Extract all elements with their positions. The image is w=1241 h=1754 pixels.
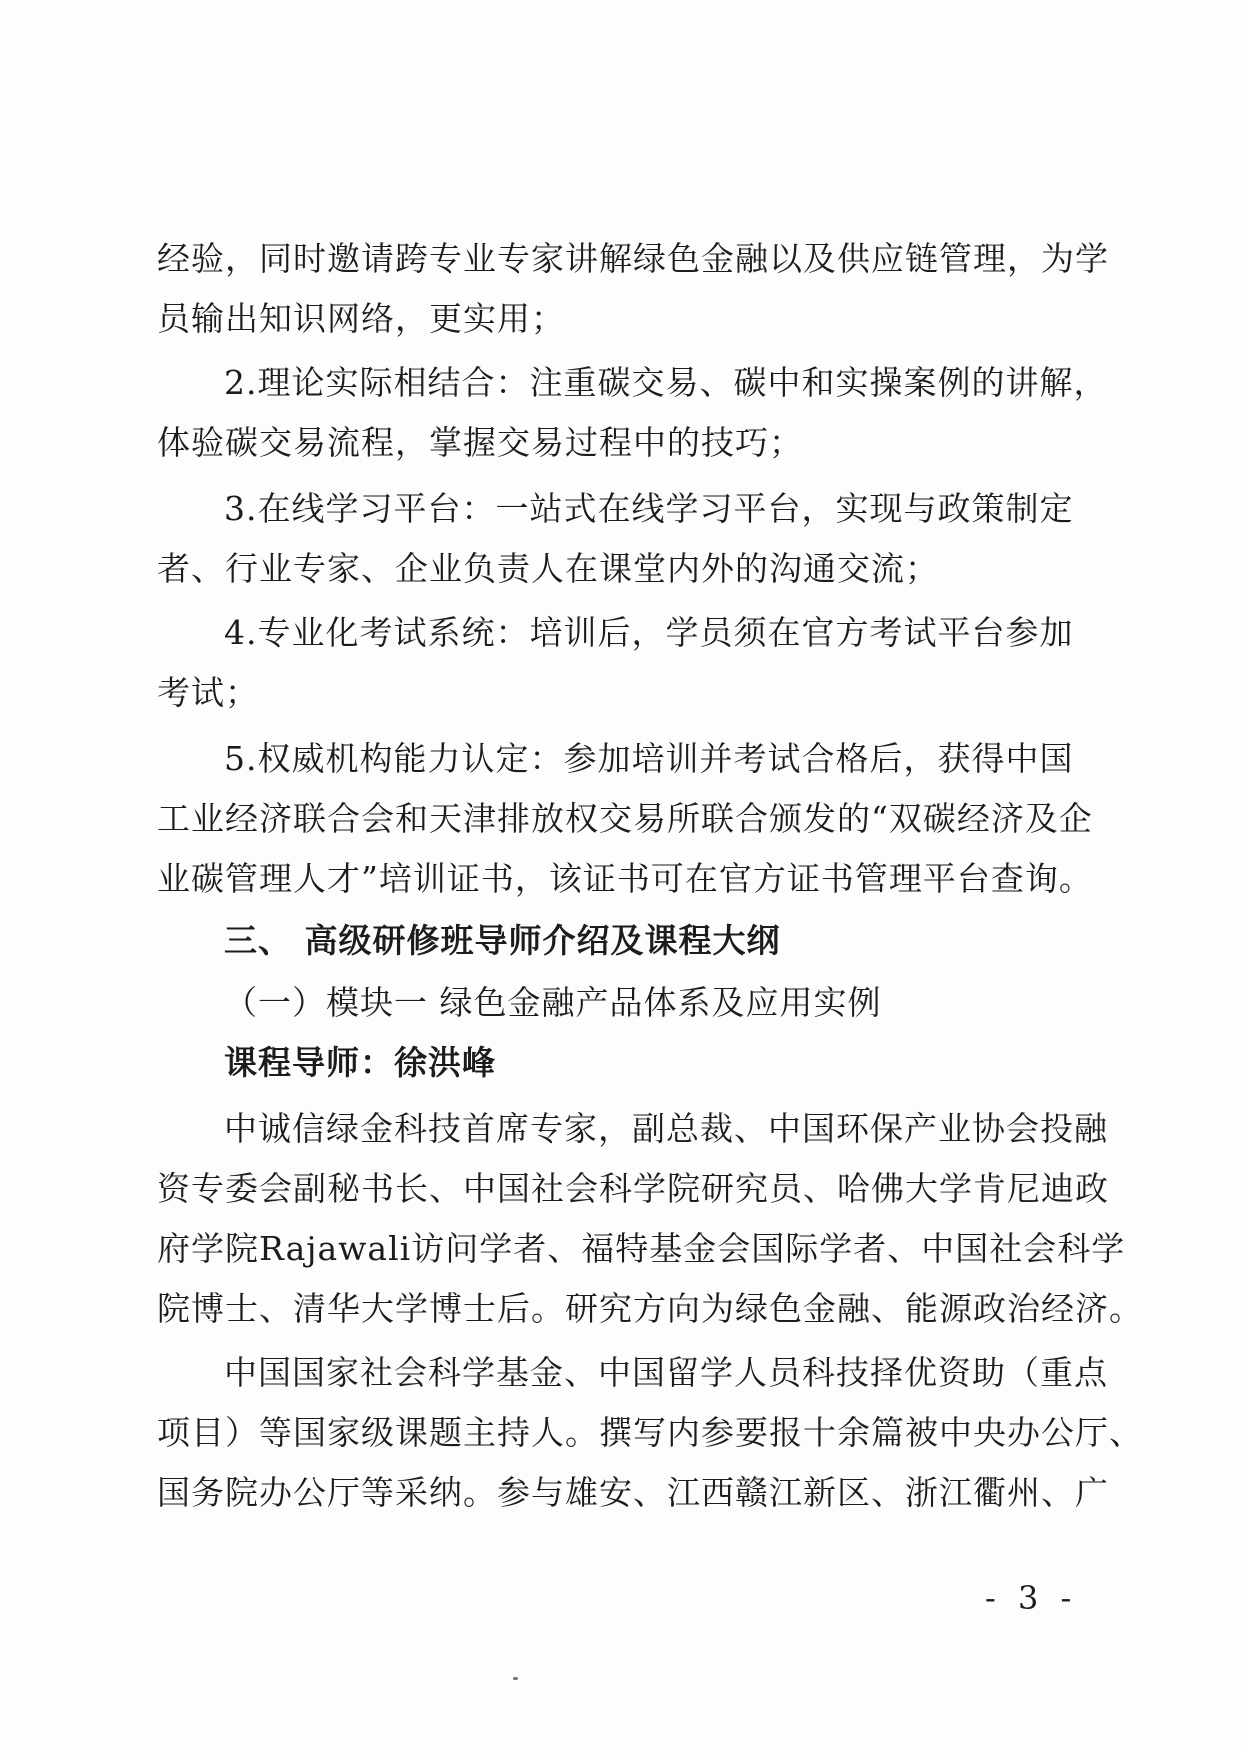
text-line: 院博士、清华大学博士后。研究方向为绿色金融、能源政治经济。 [157, 1289, 1143, 1328]
page-number: - 3 - [985, 1579, 1078, 1617]
heading-text: 课程导师：徐洪峰 [224, 1043, 496, 1082]
text-line: 考试； [157, 673, 259, 712]
text-line: 项目）等国家级课题主持人。撰写内参要报十余篇被中央办公厅、 [157, 1413, 1143, 1452]
text-line: 4.专业化考试系统：培训后，学员须在官方考试平台参加 [224, 613, 1074, 652]
heading-text: 三、 高级研修班导师介绍及课程大纲 [224, 921, 781, 960]
section-heading [0, 918, 1241, 964]
text-line: 体验碳交易流程，掌握交易过程中的技巧； [157, 423, 803, 462]
text-line: 府学院Rajawali访问学者、福特基金会国际学者、中国社会科学 [157, 1229, 1126, 1268]
text-line: 2.理论实际相结合：注重碳交易、碳中和实操案例的讲解， [224, 363, 1108, 402]
bio-paragraph-line [0, 1166, 1241, 1212]
text-line: 者、行业专家、企业负责人在课堂内外的沟通交流； [157, 549, 939, 588]
paragraph-line [0, 856, 1241, 902]
text-line: 员输出知识网络，更实用； [157, 299, 565, 338]
text-line: 资专委会副秘书长、中国社会科学院研究员、哈佛大学肯尼迪政 [157, 1169, 1109, 1208]
paragraph-line [0, 670, 1241, 716]
paragraph-line [0, 236, 1241, 282]
bio-paragraph-line [0, 1286, 1241, 1332]
text-line: 中国国家社会科学基金、中国留学人员科技择优资助（重点 [224, 1353, 1108, 1392]
list-item-2 [0, 360, 1241, 406]
text-line: 中诚信绿金科技首席专家，副总裁、中国环保产业协会投融 [224, 1109, 1108, 1148]
text-line: 经验，同时邀请跨专业专家讲解绿色金融以及供应链管理，为学 [157, 239, 1109, 278]
list-item-4 [0, 610, 1241, 656]
paragraph-line [0, 546, 1241, 592]
bio-paragraph-line [0, 1470, 1241, 1516]
bio-paragraph-line [0, 1106, 1241, 1152]
text-line: 工业经济联合会和天津排放权交易所联合颁发的“双碳经济及企 [157, 799, 1093, 838]
paragraph-line [0, 796, 1241, 842]
bio-paragraph-line [0, 1226, 1241, 1272]
text-line: 3.在线学习平台：一站式在线学习平台，实现与政策制定 [224, 489, 1074, 528]
list-item-5 [0, 736, 1241, 782]
scan-speck [513, 1677, 518, 1680]
list-item-3 [0, 486, 1241, 532]
text-line: 5.权威机构能力认定：参加培训并考试合格后，获得中国 [224, 739, 1074, 778]
bio-paragraph-line [0, 1410, 1241, 1456]
text-line: 国务院办公厅等采纳。参与雄安、江西赣江新区、浙江衢州、广 [157, 1473, 1109, 1512]
module-heading [0, 980, 1241, 1026]
text-line: 业碳管理人才”培训证书，该证书可在官方证书管理平台查询。 [157, 859, 1093, 898]
paragraph-line [0, 420, 1241, 466]
bio-paragraph-line [0, 1350, 1241, 1396]
heading-text: （一）模块一 绿色金融产品体系及应用实例 [224, 983, 882, 1022]
paragraph-line [0, 296, 1241, 342]
instructor-heading [0, 1040, 1241, 1086]
